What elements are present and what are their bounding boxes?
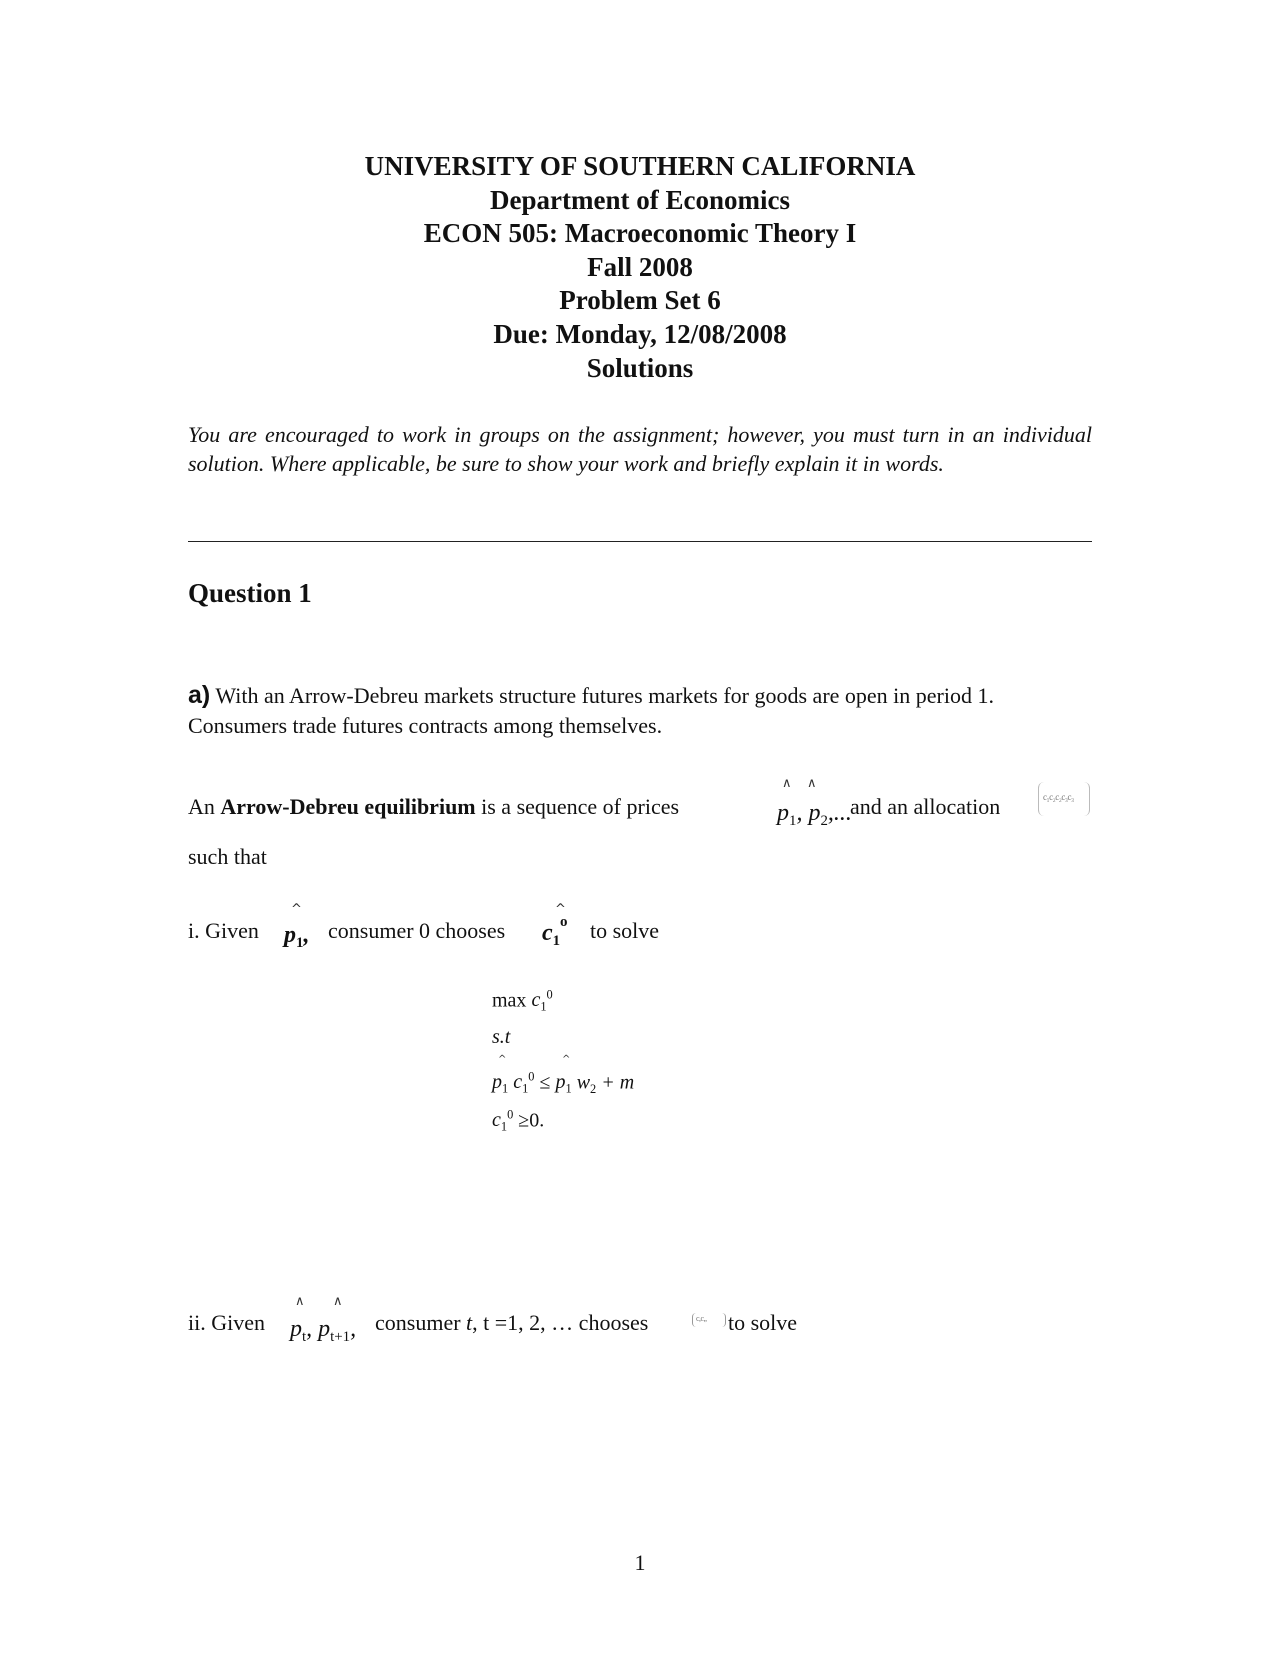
price-sequence: $p_1$, $p_2$,... [777,800,852,830]
definition-suffix: such that [188,844,267,869]
instructions-note: You are encouraged to work in groups on the assignment; however, you must turn in an individual solution. Where applicable, be sure to show your work and briefly explain it in words. [188,422,1092,476]
definition-prefix-text: An [188,794,215,819]
hat-accent: ∧ [807,776,817,791]
max-word: max [492,989,527,1012]
allocation-formula: c₁c₂c₂c₃c₃ [1038,782,1090,816]
condition-ii-consumer-word: consumer [375,1310,461,1335]
document-header [0,150,1280,385]
condition-ii-label: ii. Given [188,1310,265,1335]
definition-prefix [188,792,679,822]
definition-middle2: and an allocation [850,794,1001,819]
page-number: 1 [634,1550,646,1575]
consumer-t-allocation: c,c,, [692,1313,726,1327]
condition-ii-t: t [466,1310,473,1335]
term: Fall 2008 [587,251,693,282]
price-p1: $p_1$, [284,922,310,952]
condition-i-end: to solve [590,918,660,943]
due-date: Due: Monday, 12/08/2008 [493,318,787,349]
part-a-label: a) [188,681,211,709]
hat-accent: ^ [498,1054,507,1065]
university-name: UNIVERSITY OF SOUTHERN CALIFORNIA [364,151,916,181]
definition-term: Arrow-Debreu equilibrium [220,794,476,819]
course-title: ECON 505: Macroeconomic Theory I [423,218,857,249]
condition-ii-index-text: , t =1, 2, … chooses [472,1310,649,1335]
consumption-c1-0: $c_1$ o [542,914,568,950]
price-pair: $p_t$, $p_{t+1}$, [290,1316,357,1346]
department-name: Department of Economics [490,184,790,215]
subject-to: s.t [492,1026,511,1048]
problem-set-title: Problem Set 6 [559,285,721,316]
condition-ii-middle [375,1308,648,1338]
hat-accent: ∧ [295,1294,305,1309]
hat-accent: ∧ [333,1294,343,1309]
nonneg-text: ≥0. [518,1109,545,1132]
solutions-label: Solutions [586,352,694,383]
hat-accent: ^ [291,902,302,917]
hat-accent: ^ [562,1054,571,1065]
condition-ii-end: to solve [728,1310,798,1335]
hat-accent: ^ [555,902,566,917]
question-1-heading: Question 1 [188,578,312,608]
endowment-w: w [576,1071,591,1094]
part-a-paragraph [188,680,1068,741]
condition-i-middle: consumer 0 chooses [328,918,506,943]
objective-line: $\max c_1^0$ [492,988,553,1014]
definition-middle-text: is a sequence of prices [481,794,680,819]
hat-accent: ∧ [782,776,792,791]
money-term: + m [601,1071,635,1094]
budget-constraint: $p_1$ $c_1^0 \le p_1$ $w_2 + m$ [492,1070,635,1096]
nonnegativity-constraint: $c_1^0 \ge 0$. [492,1108,545,1134]
horizontal-divider [188,541,1092,542]
condition-i-label: i. Given [188,918,259,943]
part-a-text: With an Arrow-Debreu markets structure futures markets for goods are open in period 1. Consumers trade futures contracts among themselves. [188,683,994,738]
